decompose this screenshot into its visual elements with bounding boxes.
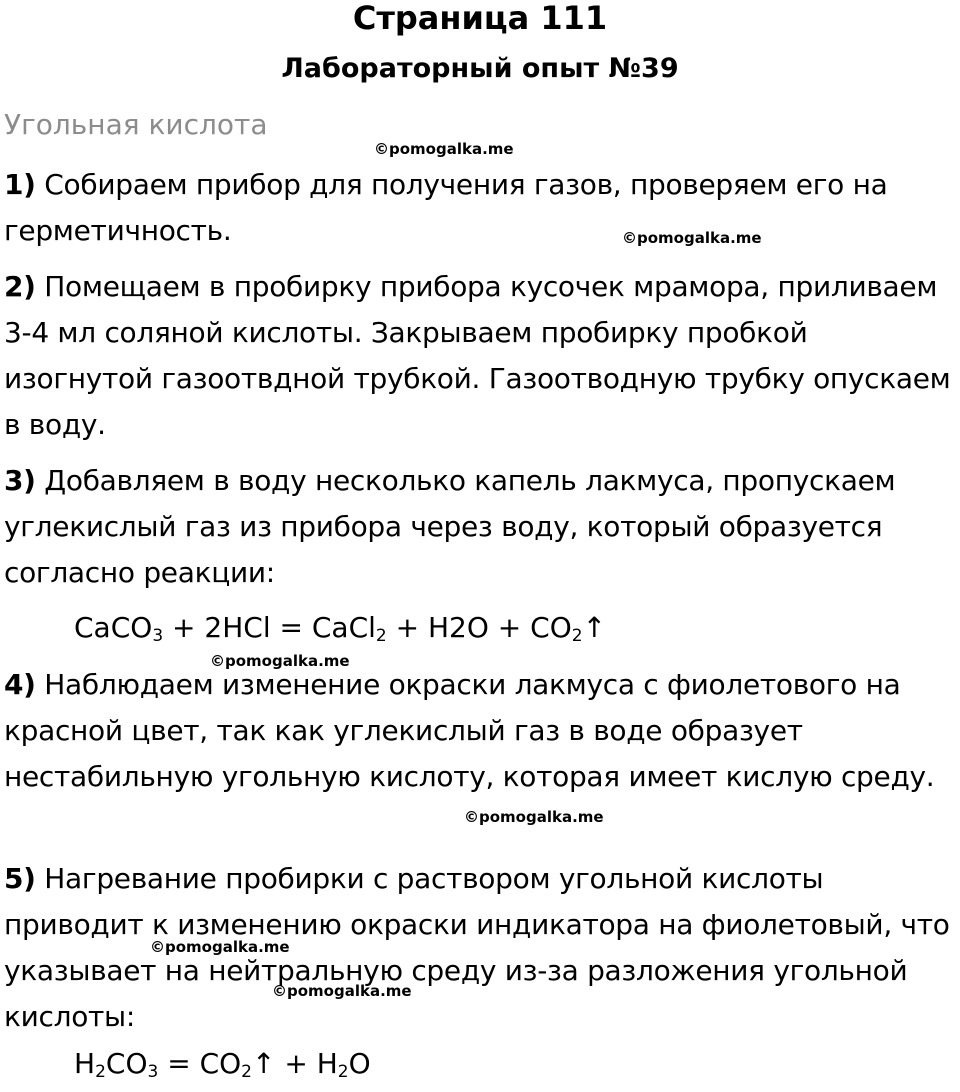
formula-part: + 2HCl = CaCl — [163, 611, 376, 644]
formula-subscript: 2 — [337, 1062, 349, 1082]
watermark: ©pomogalka.me — [272, 982, 412, 1000]
formula-subscript: 3 — [152, 626, 164, 646]
step-5 — [4, 856, 956, 1040]
step-number: 5) — [4, 862, 36, 895]
page-title: Страница 111 — [352, 0, 608, 37]
formula-part: + H2O + CO — [386, 611, 572, 644]
section-heading: Угольная кислота — [4, 108, 268, 141]
step-text: Добавляем в воду несколько капель лакмуса, пропускаем углекислый газ из прибора через воду, который образуется согласно реакции: — [4, 464, 896, 589]
watermark: ©pomogalka.me — [150, 938, 290, 956]
step-text: Нагревание пробирки с раствором угольной кислоты приводит к изменению окраски индикатора на фиолетовый, что указывает на нейтральную среду из-за разложения угольной кислоты: — [4, 862, 950, 1033]
gas-arrow-icon: ↑ — [582, 611, 607, 644]
formula-part: CaCO — [74, 611, 153, 644]
formula-part: CO — [105, 1047, 148, 1080]
formula-part: O — [348, 1047, 371, 1080]
formula-part: H — [74, 1047, 96, 1080]
step-text: Наблюдаем изменение окраски лакмуса с фиолетового на красной цвет, так как углекислый газ в воде образует нестабильную угольную кислоту, которая имеет кислую среду. — [4, 668, 935, 793]
page-subtitle: Лабораторный опыт №39 — [281, 53, 679, 84]
step-text: Собираем прибор для получения газов, проверяем его на герметичность. — [4, 168, 888, 247]
step-number: 3) — [4, 464, 36, 497]
formula-subscript: 2 — [95, 1062, 106, 1082]
watermark: ©pomogalka.me — [210, 652, 350, 670]
step-4 — [4, 662, 956, 800]
step-2 — [4, 264, 956, 448]
watermark: ©pomogalka.me — [374, 140, 514, 158]
step-1 — [4, 162, 956, 254]
reaction-formula-1 — [74, 608, 606, 656]
step-number: 1) — [4, 168, 36, 201]
step-number: 4) — [4, 668, 36, 701]
step-text: Помещаем в пробирку прибора кусочек мрамора, приливаем 3-4 мл соляной кислоты. Закрываем пробирку пробкой изогнутой газоотвдной трубкой. Газоотводную трубку опускаем в воду. — [4, 270, 951, 441]
watermark: ©pomogalka.me — [622, 229, 762, 247]
watermark: ©pomogalka.me — [464, 808, 604, 826]
step-3 — [4, 458, 956, 596]
formula-subscript: 2 — [375, 626, 387, 646]
formula-part: = CO — [158, 1047, 242, 1080]
formula-subscript: 2 — [241, 1062, 252, 1082]
formula-subscript: 2 — [571, 626, 583, 646]
step-number: 2) — [4, 270, 36, 303]
gas-arrow-icon: ↑ + H — [252, 1047, 338, 1080]
reaction-formula-2 — [74, 1044, 371, 1092]
formula-subscript: 3 — [147, 1062, 159, 1082]
